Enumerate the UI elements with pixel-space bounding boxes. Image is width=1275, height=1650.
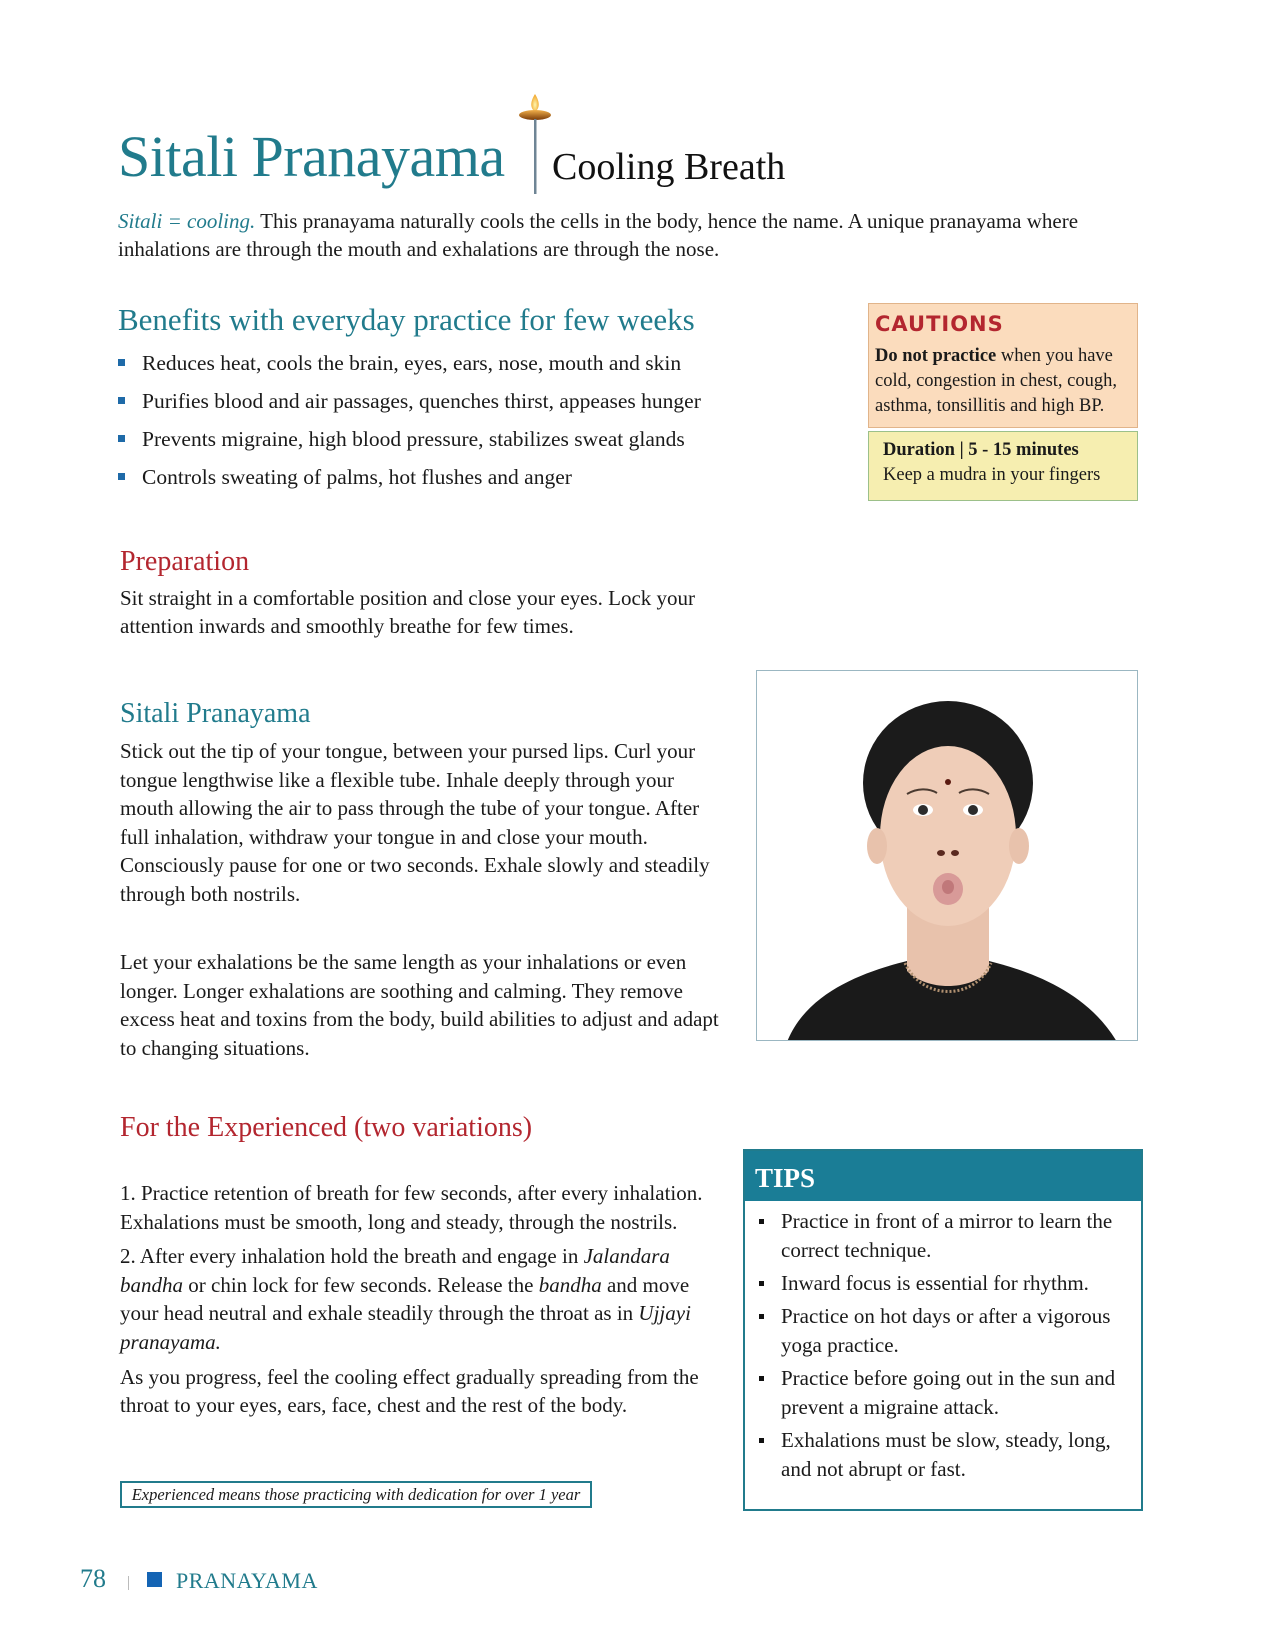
woman-portrait-illustration	[757, 671, 1138, 1041]
benefits-list	[118, 350, 758, 502]
square-bullet-icon	[118, 435, 125, 442]
sitali-instructions: Stick out the tip of your tongue, between your pursed lips. Curl your tongue lengthwise like a flexible tube. Inhale deeply through your mouth allowing the air to pass through the tube of your tongue. After full inhalation, withdraw your tongue in and close your mouth. Consciously pause for one or two seconds. Exhale slowly and steadily through both nostrils.	[120, 739, 710, 906]
square-bullet-icon	[118, 473, 125, 480]
progress-text: As you progress, feel the cooling effect gradually spreading from the throat to your eyes, ears, face, chest and the rest of the body.	[120, 1364, 699, 1418]
duration-text: Keep a mudra in your fingers	[883, 465, 1101, 485]
list-item: Practice in front of a mirror to learn the correct technique.	[757, 1207, 1133, 1265]
square-bullet-icon	[118, 359, 125, 366]
list-item: Practice before going out in the sun and prevent a migraine attack.	[757, 1364, 1133, 1422]
duration-label: Duration | 5 - 15 minutes	[883, 440, 1079, 460]
sitali-exhalation-note: Let your exhalations be the same length as your inhalations or even longer. Longer exhalations are soothing and calming. They remove excess heat and toxins from the body, build abilities to adjust and adapt to changing situations.	[120, 950, 719, 1060]
page-number: 78	[80, 1564, 106, 1593]
preparation-text: Sit straight in a comfortable position and close your eyes. Lock your attention inwards and smoothly breathe for few times.	[120, 586, 696, 638]
tips-list	[745, 1201, 1141, 1484]
experienced-variations	[120, 1179, 720, 1426]
section-label: PRANAYAMA	[176, 1568, 318, 1593]
square-bullet-icon	[759, 1438, 764, 1443]
preparation-heading: Preparation	[120, 546, 250, 577]
page-title: Sitali Pranayama	[118, 124, 505, 189]
intro-definition: Sitali = cooling.	[118, 209, 256, 233]
benefits-heading: Benefits with everyday practice for few weeks	[118, 302, 695, 337]
cautions-text: Do not practice when you have cold, congestion in chest, cough, asthma, tonsillitis and high BP.	[875, 346, 1117, 416]
cautions-box	[868, 303, 1138, 428]
page-subtitle: Cooling Breath	[552, 146, 786, 188]
intro-text: This pranayama naturally cools the cells in the body, hence the name. A unique pranayama where inhalations are through the mouth and exhalations are through the nose.	[118, 209, 1079, 261]
duration-box	[868, 431, 1138, 501]
experienced-heading: For the Experienced (two variations)	[120, 1112, 533, 1143]
list-item: Purifies blood and air passages, quenches thirst, appeases hunger	[118, 388, 758, 426]
square-bullet-icon	[759, 1314, 764, 1319]
tips-heading: TIPS	[745, 1151, 1141, 1201]
footer-divider	[128, 1576, 129, 1590]
list-item: Practice on hot days or after a vigorous yoga practice.	[757, 1302, 1133, 1360]
demonstration-photo	[756, 670, 1138, 1041]
list-item: Inward focus is essential for rhythm.	[757, 1269, 1133, 1298]
variation-2: 2. After every inhalation hold the breath and engage in Jalandara bandha or chin lock for few seconds. Release the bandha and move your head neutral and exhale steadily through the throat as in Ujjayi pranayama.	[120, 1244, 691, 1354]
list-item: Exhalations must be slow, steady, long, and not abrupt or fast.	[757, 1426, 1133, 1484]
list-item: Controls sweating of palms, hot flushes and anger	[118, 464, 758, 502]
square-bullet-icon	[759, 1376, 764, 1381]
sitali-heading: Sitali Pranayama	[120, 698, 311, 729]
square-bullet-icon	[118, 397, 125, 404]
oil-lamp-icon	[518, 94, 552, 194]
square-bullet-icon	[759, 1219, 764, 1224]
tips-box	[743, 1149, 1143, 1511]
list-item: Reduces heat, cools the brain, eyes, ears, nose, mouth and skin	[118, 350, 758, 388]
experienced-definition-note: Experienced means those practicing with dedication for over 1 year	[120, 1481, 592, 1508]
cautions-heading: CAUTIONS	[875, 312, 1004, 336]
section-square-icon	[147, 1572, 162, 1587]
square-bullet-icon	[759, 1281, 764, 1286]
intro-paragraph	[118, 207, 1118, 263]
variation-1: 1. Practice retention of breath for few seconds, after every inhalation. Exhalations must be smooth, long and steady, through the nostrils.	[120, 1181, 703, 1234]
list-item: Prevents migraine, high blood pressure, stabilizes sweat glands	[118, 426, 758, 464]
